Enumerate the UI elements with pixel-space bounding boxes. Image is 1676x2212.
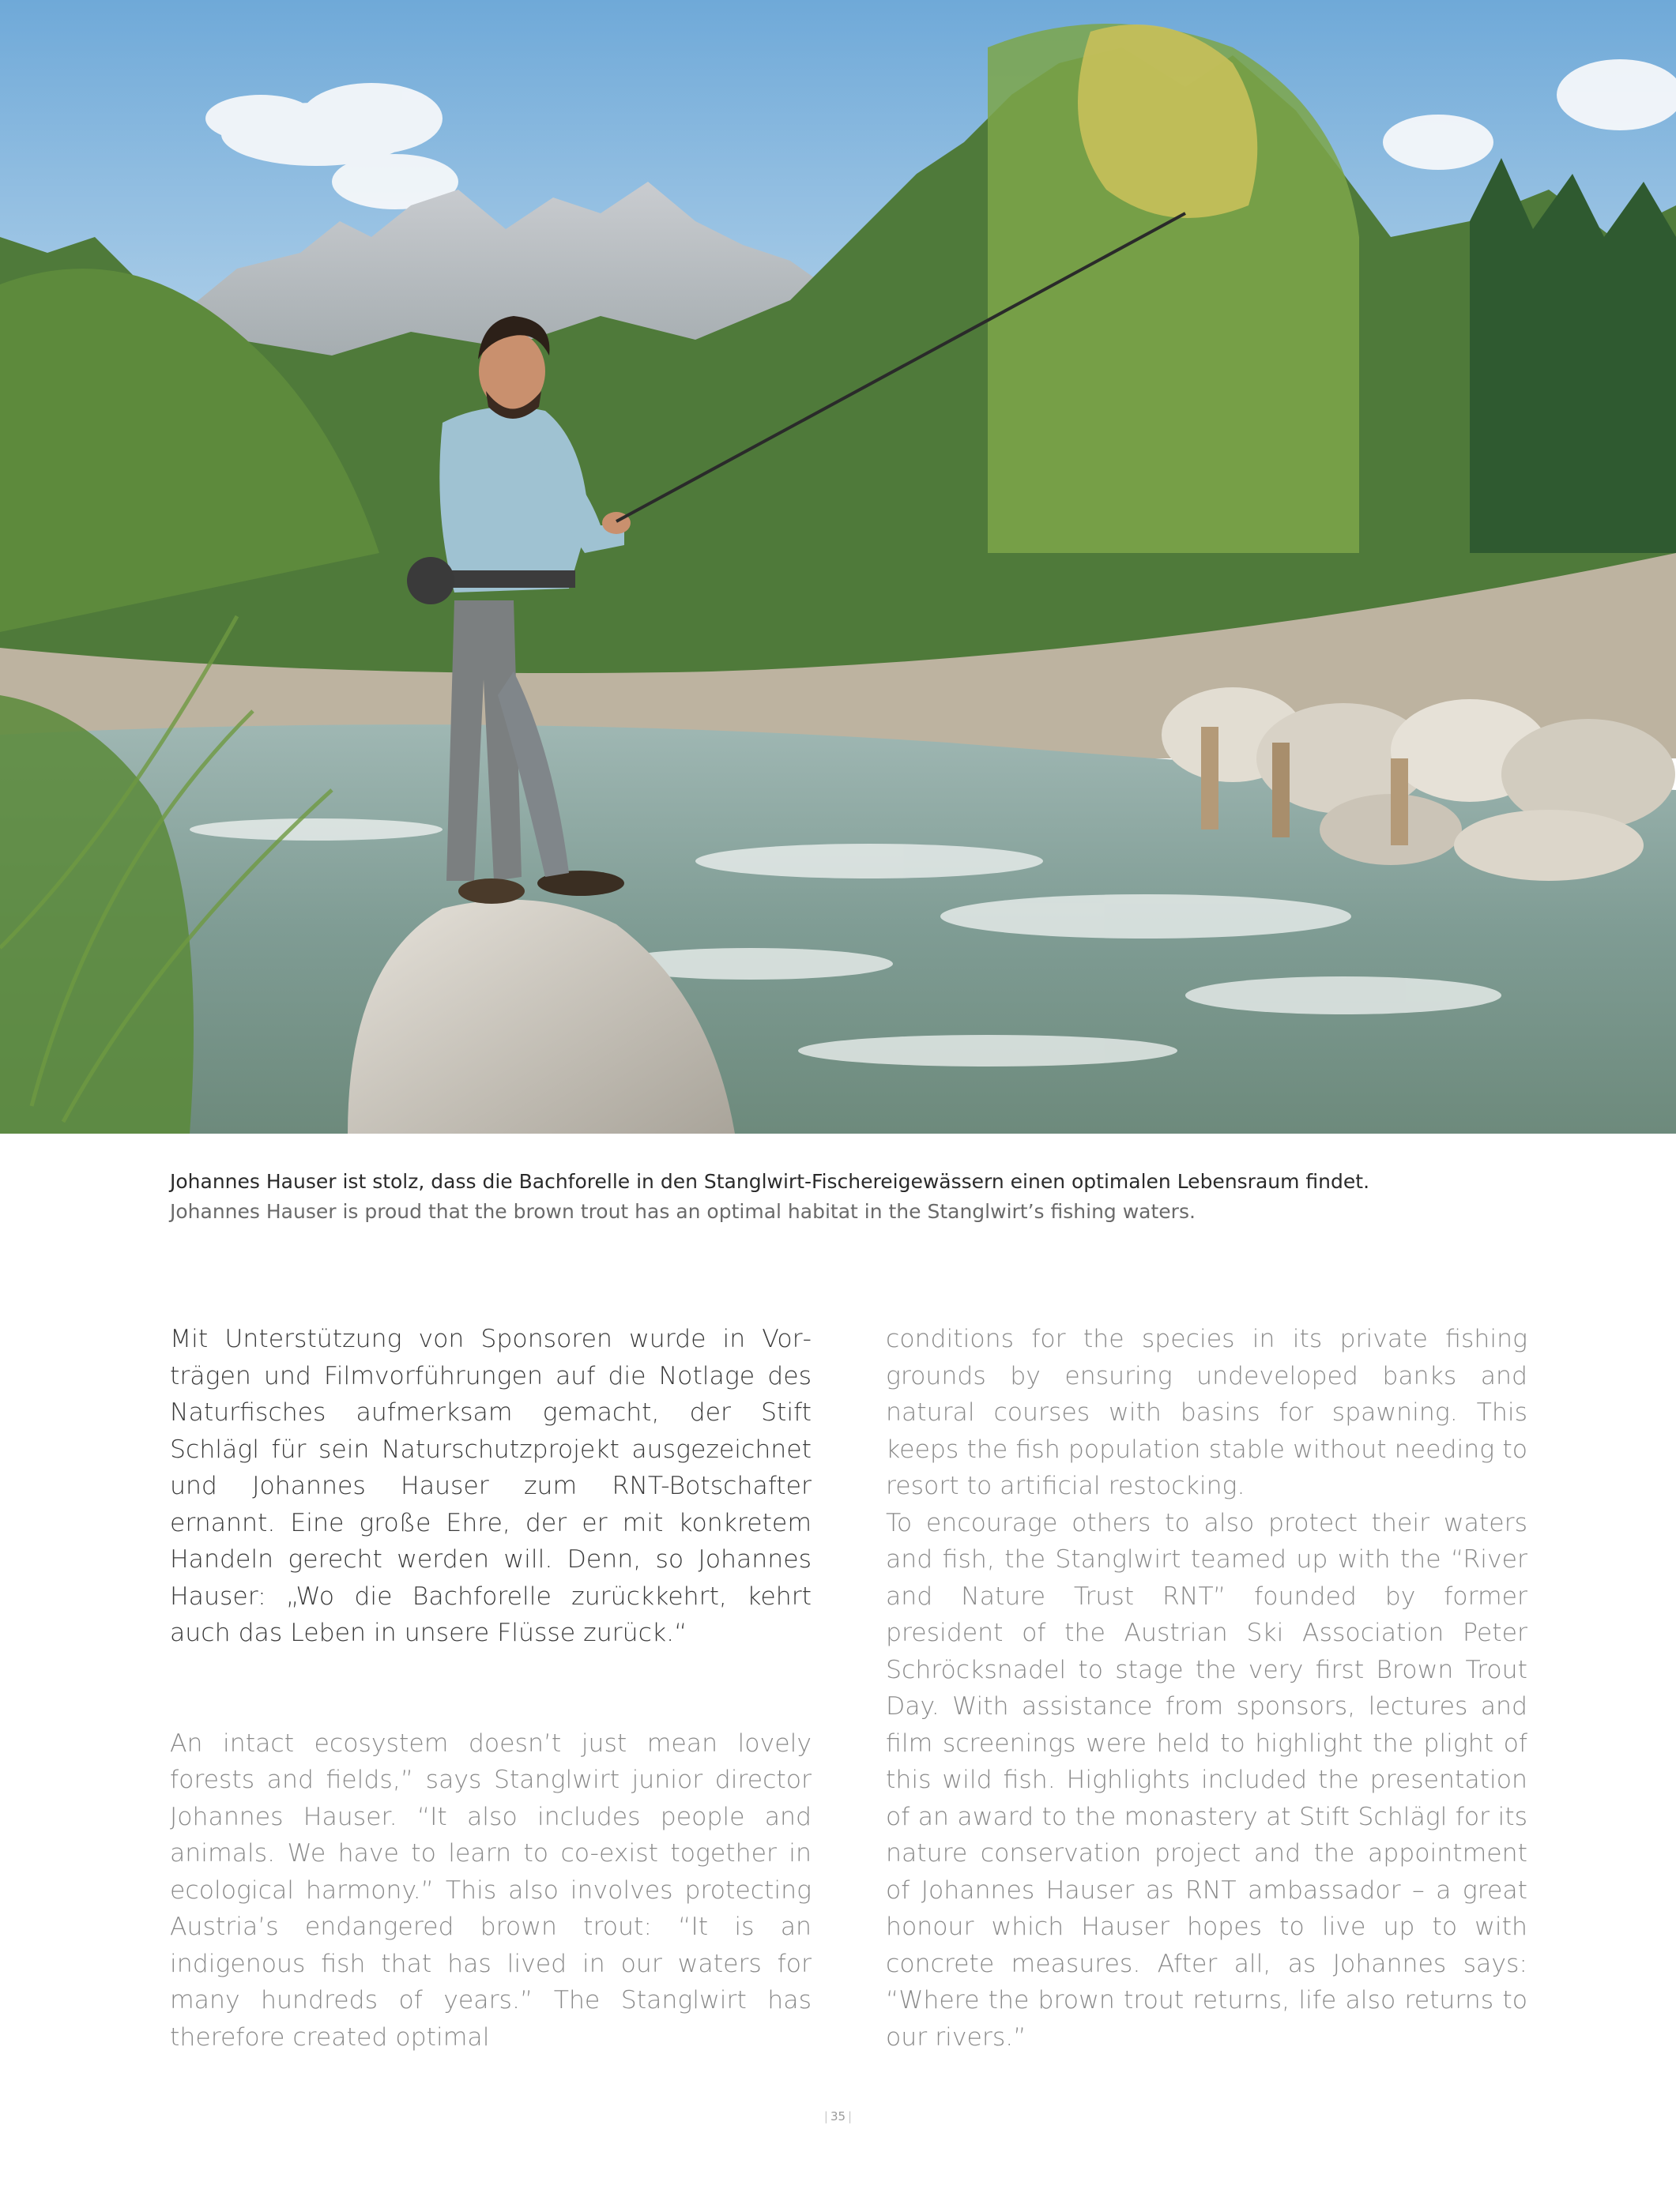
page-number (0, 2109, 1676, 2124)
photo-caption (170, 1167, 1513, 1227)
page-number-value: 35 (830, 2109, 846, 2124)
english-paragraph-intro: An intact ecosystem doesn’t just mean lovely forests and fields,” says Stanglwirt junior director Johannes Hauser. “It also includes people and animals. We have to learn to co-exist together in ecological harmony.” This also involves protecting Austria’s endangered brown trout: “It is an indigenous fish that has lived in our waters for many hundreds of years.” The Stanglwirt has therefore created optimal (170, 1729, 812, 2052)
caption-german: Johannes Hauser ist stolz, dass die Bachforelle in den Stanglwirt-Fischereigewässern einen optimalen Lebensraum findet. (170, 1170, 1370, 1193)
text-column-left (170, 1321, 812, 2056)
caption-english: Johannes Hauser is proud that the brown trout has an optimal habitat in the Stanglwirt’s fishing waters. (170, 1200, 1196, 1223)
english-paragraph-continued: conditions for the species in its private fishing grounds by ensuring undeveloped banks and natural courses with basins for spawning. This keeps the fish population stable without needing to resort to artificial restocking. (886, 1325, 1527, 1500)
text-column-right (886, 1321, 1527, 2056)
page-number-divider-right: | (848, 2109, 853, 2124)
german-paragraph: Mit Unterstützung von Sponsoren wurde in Vorträgen und Filmvorführungen auf die Notlage des Naturfisches aufmerksam gemacht, der Stift Schlägl für sein Naturschutzprojekt ausgezeichnet und Johannes Hauser zum RNT-Botschafter ernannt. Eine große Ehre, der er mit konkretem Handeln gerecht werden will. Denn, so Johannes Hauser: „Wo die Bachforelle zurückkehrt, kehrt auch das Leben in unsere Flüsse zurück.“ (170, 1325, 812, 1647)
page-number-divider-left: | (823, 2109, 828, 2124)
english-paragraph-brown-trout-day: To encourage others to also protect their waters and fish, the Stanglwirt teamed up with the “River and Nature Trust RNT” founded by former president of the Austrian Ski Association Peter Schröcksnadel to stage the very first Brown Trout Day. With assistance from sponsors, lectures and film screenings were held to highlight the plight of this wild fish. Highlights included the presentation of an award to the monastery at Stift Schlägl for its nature conservation project and the appointment of Johannes Hauser as RNT ambassador – a great honour which Hauser hopes to live up to with concrete measures. After all, as Johannes says: “Where the brown trout returns, life also returns to our rivers.” (886, 1508, 1527, 2052)
